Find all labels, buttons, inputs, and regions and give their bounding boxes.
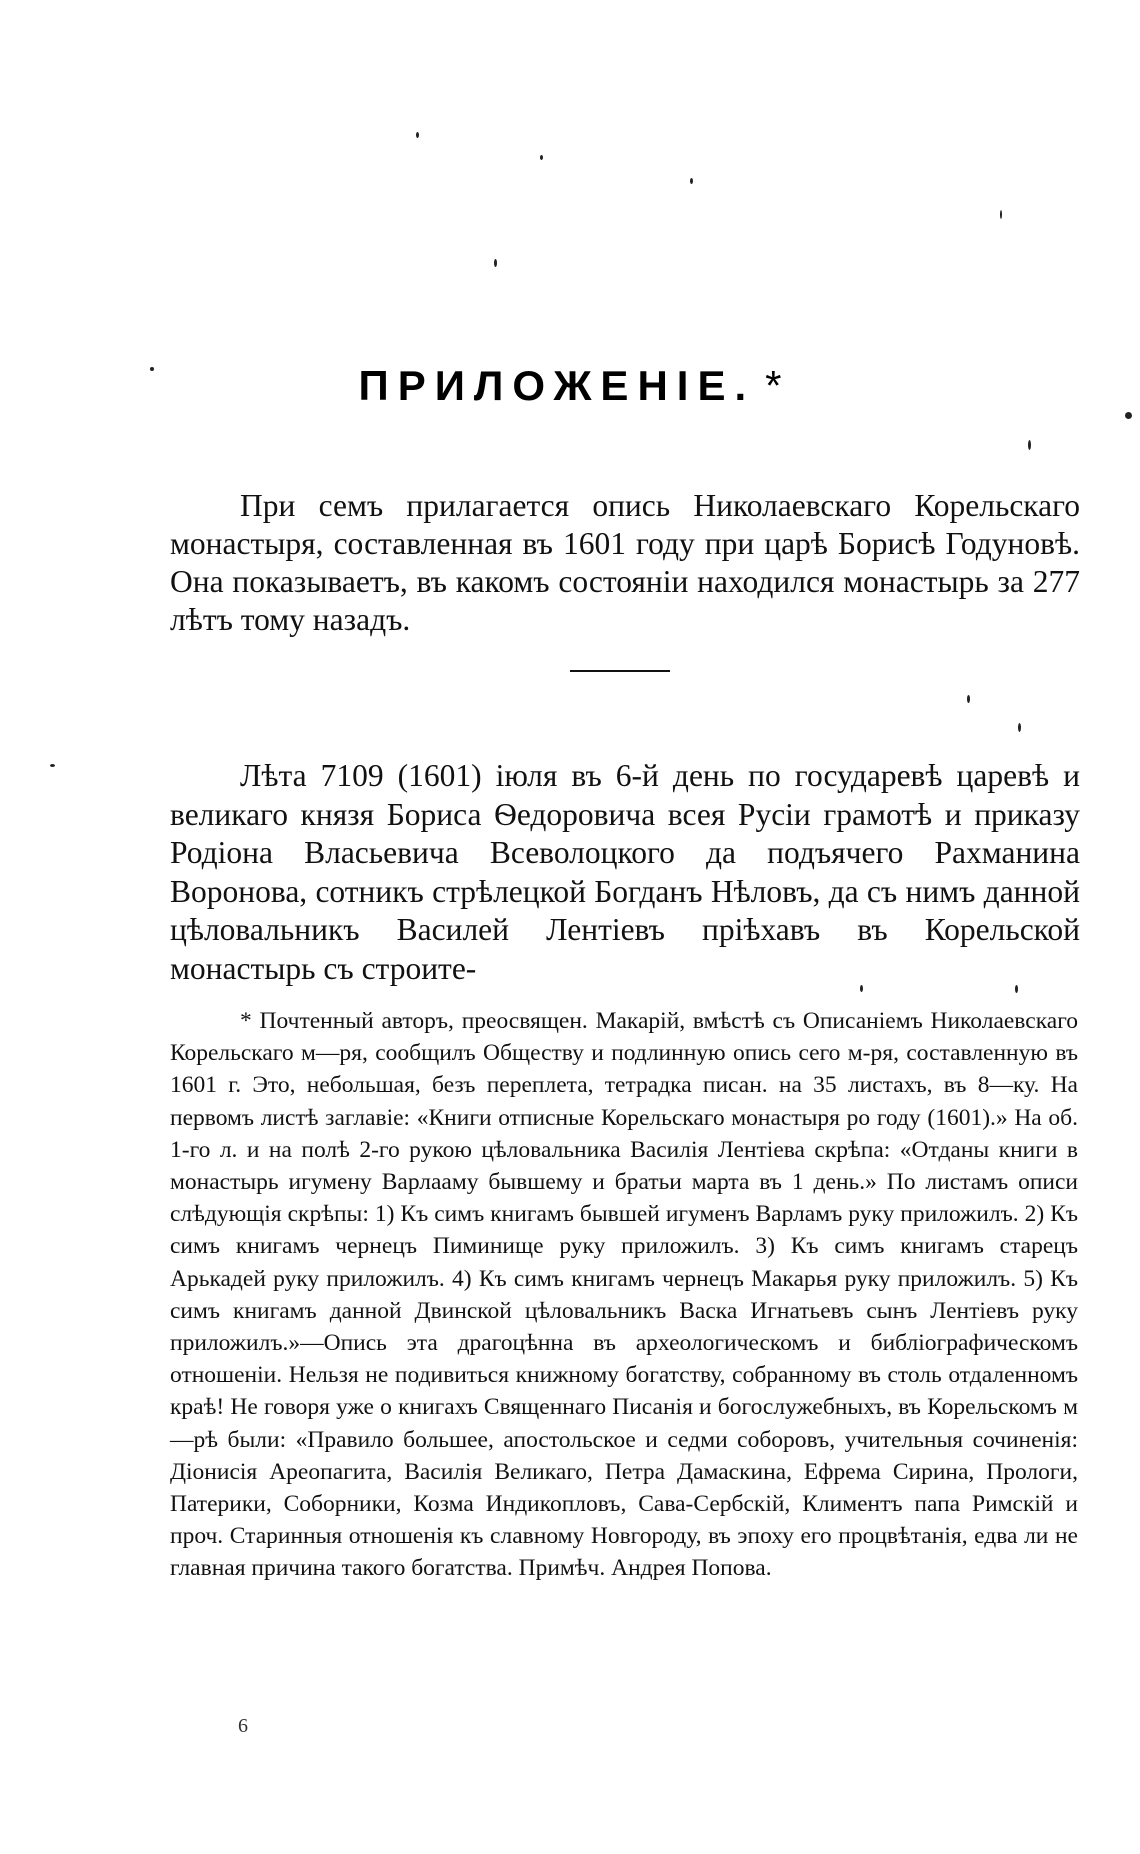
scan-speck <box>150 367 154 371</box>
main-text-block <box>170 757 1080 988</box>
scan-speck <box>690 178 693 184</box>
scan-speck <box>416 132 419 138</box>
intro-paragraph: При семъ прилагается опись Николаевскаго Корельскаго монастыря, составленная въ 1601 году при царѣ Борисѣ Годуновѣ. Она показываетъ, въ какомъ состояніи находился монастырь за 277 лѣтъ тому назадъ. <box>170 488 1080 637</box>
scan-speck <box>540 155 543 160</box>
page-title-text: ПРИЛОЖЕНІЕ. <box>358 362 756 409</box>
footnote-paragraph: * Почтенный авторъ, преосвящен. Макарій, вмѣстѣ съ Описаніемъ Николаевскаго Корельскаго м—ря, сообщилъ Обществу и подлинную опись сего м-ря, составленную въ 1601 г. Это, небольшая, безъ переплета, тетрадка писан. на 35 листахъ, въ 8—ку. На первомъ листѣ заглавіе: «Книги отписные Корельскаго монастыря ро году (1601).» На об. 1-го л. и на полѣ 2-го рукою цѣловальника Василія Лентіева скрѣпа: «Отданы книги в монастырь игумену Варлааму бывшему и братьи марта въ 1 день.» По листамъ описи слѣдующія скрѣпы: 1) Къ симъ книгамъ бывшей игуменъ Варламъ руку приложилъ. 2) Къ симъ книгамъ чернецъ Пиминище руку приложилъ. 3) Къ симъ книгамъ старецъ Арькадей руку приложилъ. 4) Къ симъ книгамъ чернецъ Макарья руку приложилъ. 5) Къ симъ книгамъ данной Двинской цѣловальникъ Васка Игнатьевъ сынъ Лентіевъ руку приложилъ.»—Опись эта драгоцѣнна въ археологическомъ и библіографическомъ отношеніи. Нельзя не подивиться книжному богатству, собранному въ столь отдаленномъ краѣ! Не говоря уже о книгахъ Священнаго Писанія и богослужебныхъ, въ Корельскомъ м—рѣ были: «Правило большее, апостольское и седми соборовъ, учительныя сочиненія: Діонисія Ареопагита, Василія Великаго, Петра Дамаскина, Ефрема Сирина, Прологи, Патерики, Соборники, Козма Индикопловъ, Сава-Сербскій, Климентъ папа Римскій и проч. Старинныя отношенія къ славному Новгороду, въ эпоху его процвѣтанія, едва ли не главная причина такого богатства. Примѣч. Андрея Попова. <box>170 1008 1078 1582</box>
scan-speck <box>494 259 497 267</box>
scan-speck <box>1125 412 1132 419</box>
scan-speck <box>50 764 55 767</box>
signature-mark: 6 <box>238 1715 248 1737</box>
scan-speck <box>1000 210 1002 219</box>
page-title <box>0 362 1140 410</box>
scan-speck <box>967 695 970 703</box>
scan-speck <box>1028 440 1031 450</box>
main-paragraph: Лѣта 7109 (1601) іюля въ 6-й день по государевѣ царевѣ и великаго князя Бориса Ѳедоровича всея Русіи грамотѣ и приказу Родіона Власьевича Всеволоцкого да подъячего Рахманина Воронова, сотникъ стрѣлецкой Богданъ Нѣловъ, да съ нимъ данной цѣловальникъ Василей Лентіевъ пріѣхавъ въ Корельской монастырь съ строите- <box>170 758 1080 986</box>
footnote-marker: * <box>765 362 782 409</box>
section-divider <box>570 670 670 672</box>
scan-speck <box>860 985 863 992</box>
footnote-block <box>170 1005 1078 1585</box>
scan-speck <box>1018 723 1021 732</box>
scan-speck <box>1015 985 1018 993</box>
intro-paragraph-block <box>170 487 1080 639</box>
